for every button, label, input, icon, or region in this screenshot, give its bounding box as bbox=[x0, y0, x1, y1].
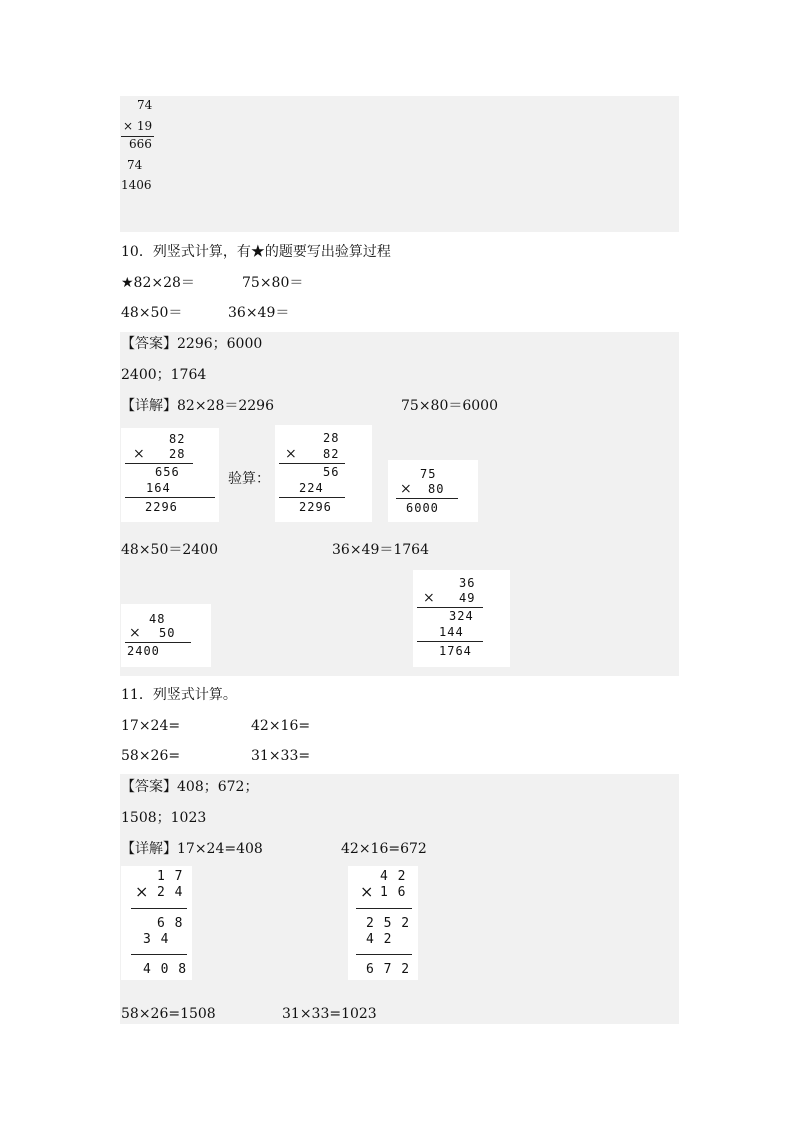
calc-multiplicand: 36 bbox=[459, 576, 476, 590]
q10-problem-1: ★82×28＝ bbox=[121, 275, 195, 291]
calc-rule bbox=[125, 497, 215, 498]
q10-title: 10．列竖式计算，有★的题要写出验算过程 bbox=[121, 244, 391, 260]
q11-eq-31x33: 31×33=1023 bbox=[282, 1006, 377, 1022]
calc-partial-1: 2 5 2 bbox=[366, 916, 411, 931]
q10-calc-75x80 bbox=[388, 460, 478, 522]
times-sign: × bbox=[133, 446, 145, 462]
calc-rule bbox=[356, 908, 412, 909]
calc-rule bbox=[356, 954, 412, 955]
q11-calc-17x24 bbox=[121, 866, 192, 980]
top-calc-line4: 74 bbox=[127, 158, 143, 172]
q10-problem-3: 48×50＝ bbox=[121, 305, 183, 321]
calc-rule bbox=[125, 642, 191, 643]
calc-result: 1764 bbox=[439, 644, 472, 658]
calc-partial-2: 3 4 bbox=[143, 932, 170, 947]
q11-eq-42x16: 42×16=672 bbox=[341, 841, 427, 857]
calc-multiplicand: 28 bbox=[323, 431, 340, 445]
calc-multiplier: 82 bbox=[323, 447, 340, 461]
calc-rule bbox=[131, 908, 187, 909]
q10-detail-label: 【详解】82×28＝2296 bbox=[121, 398, 274, 414]
calc-result: 6000 bbox=[406, 501, 439, 515]
q11-answer-line1: 【答案】408；672； bbox=[121, 779, 259, 795]
calc-multiplier: 2 4 bbox=[157, 885, 184, 900]
calc-result: 2296 bbox=[299, 500, 332, 514]
q11-detail-label: 【详解】17×24=408 bbox=[121, 841, 263, 857]
q11-problem-1: 17×24= bbox=[121, 718, 181, 734]
calc-rule bbox=[396, 498, 458, 499]
calc-result: 4 0 8 bbox=[143, 962, 188, 977]
q10-check-label: 验算： bbox=[228, 471, 270, 487]
q11-calc-42x16 bbox=[348, 866, 418, 980]
calc-multiplier: 1 6 bbox=[380, 885, 407, 900]
q10-calc-82x28 bbox=[121, 428, 219, 522]
calc-partial-2: 224 bbox=[299, 481, 324, 495]
calc-multiplicand: 48 bbox=[149, 612, 166, 626]
calc-partial-1: 56 bbox=[323, 465, 340, 479]
q11-answer-line2: 1508；1023 bbox=[121, 810, 207, 826]
q10-answer-line2: 2400；1764 bbox=[121, 367, 207, 383]
q11-problem-4: 31×33= bbox=[251, 748, 311, 764]
q10-calc-36x49 bbox=[413, 570, 510, 667]
calc-partial-1: 656 bbox=[155, 465, 180, 479]
calc-partial-1: 324 bbox=[449, 609, 474, 623]
top-calc-line2: × 19 bbox=[123, 119, 153, 133]
calc-partial-1: 6 8 bbox=[157, 916, 184, 931]
calc-multiplier: 80 bbox=[428, 482, 445, 496]
q10-answer-line1: 【答案】2296；6000 bbox=[121, 336, 263, 352]
calc-result: 6 7 2 bbox=[366, 962, 411, 977]
calc-result: 2296 bbox=[145, 500, 178, 514]
q10-eq-36x49: 36×49＝1764 bbox=[332, 542, 429, 558]
calc-rule bbox=[131, 954, 187, 955]
q10-eq-75x80: 75×80＝6000 bbox=[401, 398, 498, 414]
calc-multiplicand: 1 7 bbox=[157, 869, 184, 884]
q10-calc-28x82-check bbox=[275, 425, 372, 522]
times-sign: × bbox=[360, 882, 374, 901]
calc-multiplier: 28 bbox=[169, 447, 186, 461]
q10-problem-2: 75×80＝ bbox=[242, 275, 304, 291]
calc-rule bbox=[279, 497, 345, 498]
top-calc-line3: 666 bbox=[129, 137, 152, 151]
calc-multiplicand: 4 2 bbox=[380, 869, 407, 884]
q11-problem-3: 58×26= bbox=[121, 748, 181, 764]
calc-multiplicand: 75 bbox=[420, 467, 437, 481]
calc-rule bbox=[417, 641, 483, 642]
top-calc-line1: 74 bbox=[137, 98, 153, 112]
q11-eq-58x26: 58×26=1508 bbox=[121, 1006, 216, 1022]
q10-calc-48x50 bbox=[121, 604, 211, 667]
calc-multiplicand: 82 bbox=[169, 432, 186, 446]
calc-rule bbox=[279, 463, 345, 464]
times-sign: × bbox=[400, 481, 412, 497]
calc-rule bbox=[125, 463, 193, 464]
q11-problem-2: 42×16= bbox=[251, 718, 311, 734]
times-sign: × bbox=[135, 882, 149, 901]
calc-multiplier: 49 bbox=[459, 591, 476, 605]
calc-partial-2: 4 2 bbox=[366, 932, 393, 947]
calc-multiplier: 50 bbox=[159, 626, 176, 640]
calc-partial-2: 164 bbox=[146, 481, 171, 495]
q10-problem-4: 36×49＝ bbox=[228, 305, 290, 321]
calc-partial-2: 144 bbox=[439, 625, 464, 639]
top-calc-line5: 1406 bbox=[121, 178, 152, 192]
calc-rule bbox=[417, 607, 483, 608]
q10-eq-48x50: 48×50＝2400 bbox=[121, 542, 218, 558]
top-answer-panel bbox=[120, 96, 679, 232]
times-sign: × bbox=[423, 590, 435, 606]
calc-result: 2400 bbox=[127, 644, 160, 658]
times-sign: × bbox=[285, 446, 297, 462]
times-sign: × bbox=[129, 625, 141, 641]
q11-title: 11．列竖式计算。 bbox=[121, 687, 237, 703]
